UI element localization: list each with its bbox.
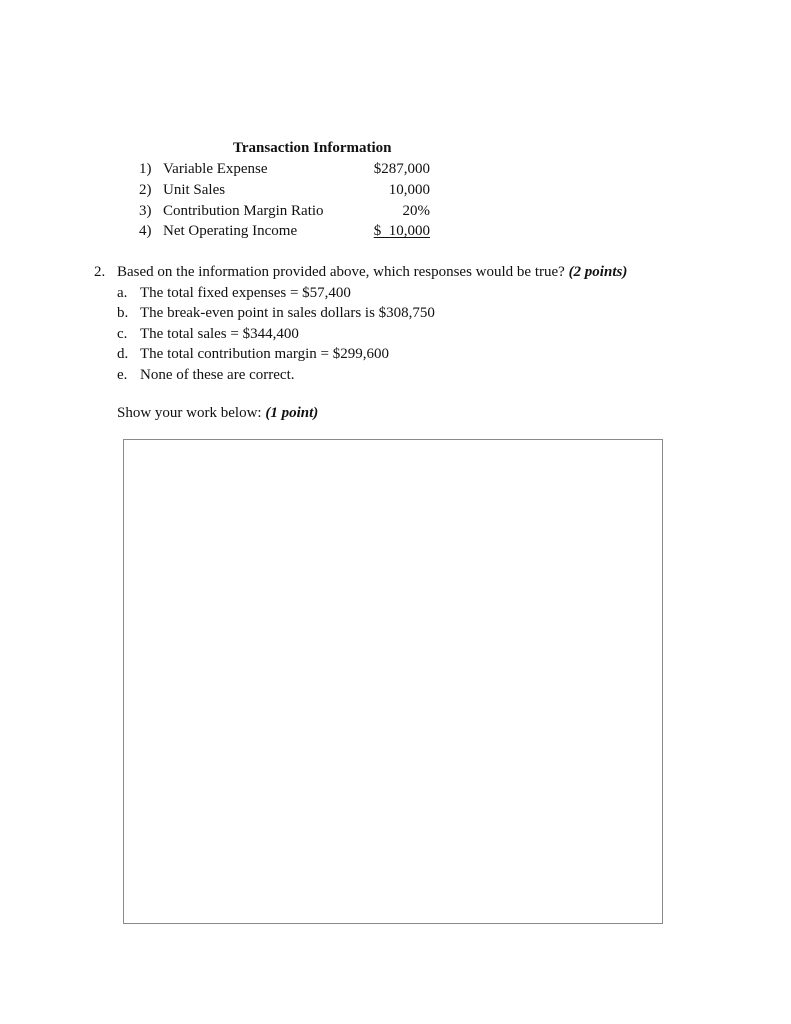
work-points: (1 point)	[265, 405, 319, 421]
row-value: $287,000	[373, 161, 430, 177]
row-number: 4)	[139, 223, 152, 239]
option-text: The total fixed expenses = $57,400	[140, 285, 351, 301]
option-text: The total sales = $344,400	[140, 326, 299, 342]
work-prompt	[117, 405, 318, 422]
option-letter: d.	[117, 346, 129, 362]
row-label: Variable Expense	[163, 161, 268, 177]
option-text: The break-even point in sales dollars is $308,750	[140, 305, 435, 321]
row-number: 1)	[139, 161, 152, 177]
row-label: Unit Sales	[163, 182, 226, 198]
work-answer-box[interactable]	[123, 439, 663, 924]
row-number: 2)	[139, 182, 152, 198]
option-letter: a.	[117, 285, 128, 301]
row-number: 3)	[139, 203, 152, 219]
question-points: (2 points)	[568, 264, 628, 280]
row-value: 10,000	[388, 182, 430, 198]
option-text: None of these are correct.	[140, 367, 295, 383]
option-letter: c.	[117, 326, 128, 342]
row-label: Net Operating Income	[163, 223, 298, 239]
option-letter: b.	[117, 305, 129, 321]
table-title: Transaction Information	[233, 140, 392, 156]
row-value: $ 10,000	[373, 223, 430, 239]
question-prompt: Based on the information provided above, which responses would be true?	[117, 264, 565, 280]
row-value: 20%	[402, 203, 430, 219]
row-label: Contribution Margin Ratio	[163, 203, 324, 219]
option-letter: e.	[117, 367, 128, 383]
question-number: 2.	[94, 264, 106, 280]
question-text	[117, 264, 627, 281]
option-text: The total contribution margin = $299,600	[140, 346, 389, 362]
work-prompt-text: Show your work below:	[117, 405, 262, 421]
